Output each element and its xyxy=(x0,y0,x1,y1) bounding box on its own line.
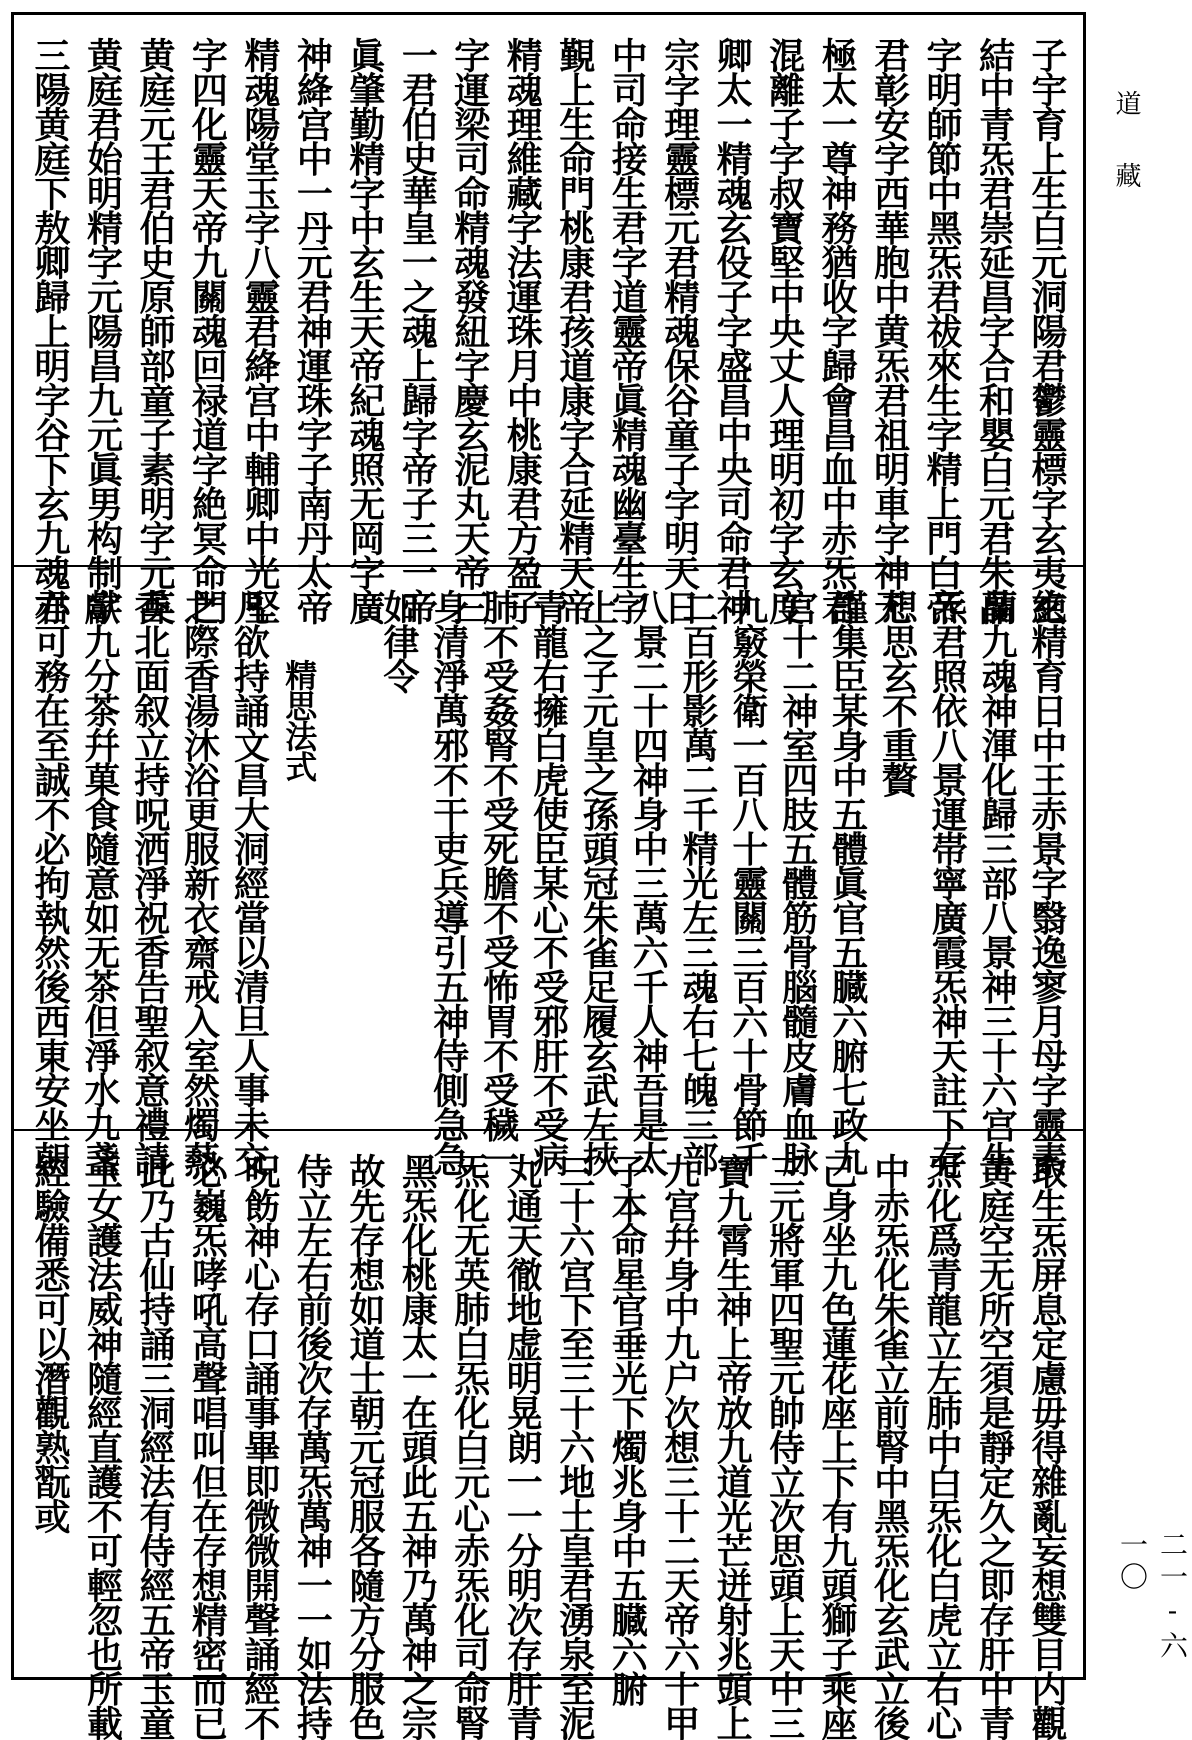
text-panel-top xyxy=(14,37,1083,624)
text-column: 眞肇勤精字中玄生天帝紀魂照无岡字廣 xyxy=(343,37,386,624)
text-column: 謹集臣某身中五體眞官五臓六腑七政九 xyxy=(826,589,869,1176)
text-column: 黑炁化桃康太一在頭此五神乃萬神之宗 xyxy=(396,1153,439,1740)
text-column: 精思法式 xyxy=(280,659,319,781)
text-column: 取生炁屏息定慮毋得雜亂妄想雙目内觀 xyxy=(1026,1153,1068,1740)
text-column: 三陽黄庭下敖卿歸上明字谷下玄九魂君 xyxy=(29,37,71,624)
text-column: 必巍炁哮吼高聲唱叫但在存想精密而已 xyxy=(186,1153,229,1740)
text-column: 字四化靈天帝九關魂回禄道字絶冥命門 xyxy=(186,37,229,624)
text-column: 寶九霄生神上帝放九道光芒迸射兆頭上 xyxy=(711,1153,754,1740)
text-column: 精魂陽堂玉字八靈君絳宫中輔卿中光堅 xyxy=(238,37,281,624)
text-column: 精魂理維藏字法運珠月中桃康君方盈子 xyxy=(501,37,544,624)
text-column: 故先存想如道士朝元冠服各隨方分服色 xyxy=(343,1153,386,1740)
text-column: 炁化无英肺白炁化白元心赤炁化司命腎 xyxy=(448,1153,491,1740)
text-column: 呪飭神心存口誦事畢即微微開聲誦經不 xyxy=(238,1153,281,1740)
panel-divider xyxy=(14,565,1083,567)
text-column: 想思玄不重贅 xyxy=(876,589,919,796)
text-column: 蘭九魂神渾化歸三部八景神三十六宫生 xyxy=(976,589,1019,1176)
text-column: 侍立左右前後次存萬炁萬神一一如法持 xyxy=(291,1153,334,1740)
text-column: 丸通天徹地虚明晃朗一一分明次存肝青 xyxy=(501,1153,544,1740)
text-column: 之際香湯沐浴更服新衣齋戒入室然燭爇 xyxy=(178,589,221,1176)
text-column: 三十六宫下至三十六地土皇君湧泉至泥 xyxy=(553,1153,596,1740)
text-column: 字明師節中黑炁君祓來生字精上門白帝 xyxy=(921,37,964,624)
text-column: 宫十二神室四肢五體筋骨腦髓皮膚血脉 xyxy=(776,589,819,1176)
text-column: 子宇育上生白元洞陽君鬱靈標字玄夷絶 xyxy=(1026,37,1068,624)
text-column: 經驗備悉可以潛觀熟翫或 xyxy=(29,1153,71,1533)
text-panel-bottom xyxy=(14,1153,1083,1740)
text-column: 黄庭元王君伯史原師部童子素明字元英 xyxy=(133,37,176,624)
margin-page-number: 二一-六一〇 xyxy=(1116,1530,1189,1663)
text-column: 君彰安字西華胞中黄炁君祖明車字神无 xyxy=(868,37,911,624)
text-column: 極太一尊神務猶收字歸會昌血中赤炁君 xyxy=(816,37,859,624)
text-column: 黄庭空无所空須是靜定久之即存肝中青 xyxy=(973,1153,1016,1740)
text-column: 獻九分茶幷菓食隨意如无茶但淨水九盞 xyxy=(78,589,121,1176)
text-column: 香北面叙立持呪洒淨祝香告聖叙意禮請 xyxy=(128,589,171,1176)
text-column: 炁化爲青龍立左肺中白炁化白虎立右心 xyxy=(921,1153,964,1740)
page-frame xyxy=(11,12,1086,1740)
text-column: 混離子字叔寶堅中央丈人理明初字玄度 xyxy=(763,37,806,624)
text-column: 宗字理靈標元君精魂保谷童子字明天日 xyxy=(658,37,701,624)
text-column: 中赤炁化朱雀立前腎中黑炁化玄武立後 xyxy=(868,1153,911,1740)
text-column: 九宫幷身中九户次想三十二天帝六十甲 xyxy=(658,1153,701,1740)
text-column: 一君伯史華皇一之魂上歸字帝子三一帝 xyxy=(396,37,439,624)
text-column: 結中青炁君崇延昌字合和嬰白元君朱晶 xyxy=(973,37,1016,624)
text-column: 亦可務在至誠不必拘執然後西東安坐朝 xyxy=(29,589,71,1176)
text-column: 此乃古仙持誦三洞經法有侍經五帝玉童 xyxy=(133,1153,176,1740)
text-column: 黄庭君始明精字元陽昌九元眞男构制字 xyxy=(81,37,124,624)
text-column: 二百形影萬二千精光左三魂右七魄三部 xyxy=(677,589,720,1176)
panel-divider xyxy=(14,1129,1083,1131)
text-column: 神絳宫中一丹元君神運珠字子南丹太帝 xyxy=(291,37,334,624)
text-column: 己身坐九色蓮花座上下有九頭獅子乘座 xyxy=(816,1153,859,1740)
text-column: 玄精育日中王赤景字翳逸寥月母字靈素 xyxy=(1026,589,1068,1176)
text-column xyxy=(327,589,371,1119)
text-column: 玉女護法威神隨經直護不可輕忽也所載 xyxy=(81,1153,124,1740)
text-column: 上之子元皇之孫頭冠朱雀足履玄武左挾 xyxy=(577,589,620,1176)
text-column: 炁君照依八景運帯寧廣霞炁神天註下存 xyxy=(926,589,969,1176)
margin-title: 道藏 xyxy=(1111,90,1141,234)
text-column: 卿太一精魂玄伇子字盛昌中央司命君神 xyxy=(711,37,754,624)
text-column: 身清淨萬邪不干吏兵導引五神侍側急急 xyxy=(427,589,470,1176)
text-column: 子本命星官垂光下燭兆身中五臓六腑 xyxy=(606,1153,649,1705)
text-column: 覲上生命門桃康君孩道康字合延精天帝 xyxy=(553,37,596,624)
text-column: 青龍右擁白虎使臣某心不受邪肝不受病 xyxy=(527,589,570,1176)
text-column: 肺不受姦腎不受死膽不受怖胃不受穢一 xyxy=(477,589,520,1176)
text-column: 如律令 xyxy=(377,589,420,693)
text-column: 字運梁司命精魂發紐字慶玄泥丸天帝三 xyxy=(448,37,491,624)
text-column: 中司命接生君字道靈帝眞精魂幽臺生字 xyxy=(606,37,649,624)
text-column: 凡欲持誦文昌大洞經當以清旦人事未交 xyxy=(228,589,271,1176)
text-panel-middle xyxy=(14,589,1083,1176)
text-column: 八景二十四神身中三萬六千人神吾是太 xyxy=(627,589,670,1176)
text-column: 三元將軍四聖元帥侍立次思頭上天中三 xyxy=(763,1153,806,1740)
text-column: 九竅榮衛一百八十靈關三百六十骨節千 xyxy=(726,589,769,1176)
